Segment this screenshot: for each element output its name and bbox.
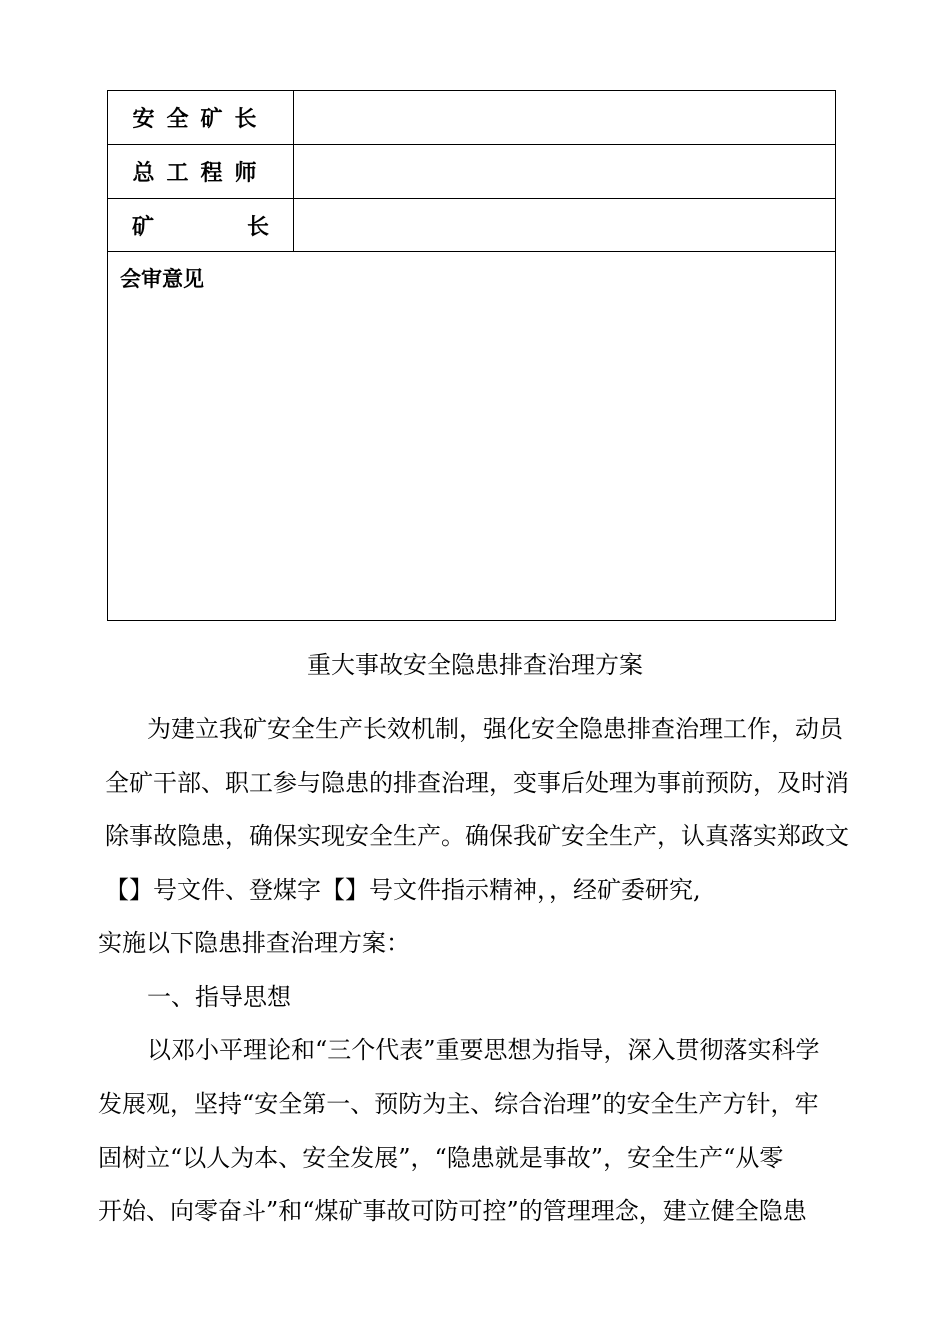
table-row bbox=[108, 91, 835, 145]
signature-field-safety-director[interactable] bbox=[294, 91, 835, 144]
signature-field-chief-engineer[interactable] bbox=[294, 145, 835, 198]
signature-field-mine-director[interactable] bbox=[294, 199, 835, 251]
row-label-safety-director bbox=[108, 91, 294, 144]
table-row bbox=[108, 145, 835, 199]
row-label-text: 安全矿长 bbox=[132, 107, 269, 132]
paragraph-line: 实施以下隐患排查治理方案： bbox=[98, 929, 410, 957]
signature-table bbox=[107, 90, 836, 621]
row-label-text-right: 长 bbox=[246, 214, 269, 240]
paragraph-line: 以邓小平理论和“三个代表”重要思想为指导，深入贯彻落实科学 bbox=[147, 1036, 820, 1064]
section-heading: 一、指导思想 bbox=[147, 983, 291, 1011]
paragraph-line: 为建立我矿安全生产长效机制，强化安全隐患排查治理工作，动员 bbox=[147, 715, 843, 743]
row-label-text-left: 矿 bbox=[132, 214, 155, 240]
paragraph-line: 固树立“以人为本、安全发展”，“隐患就是事故”，安全生产“从零 bbox=[98, 1144, 784, 1172]
paragraph-line: 【】号文件、登煤字【】号文件指示精神，，经矿委研究, bbox=[105, 876, 701, 904]
table-row bbox=[108, 199, 835, 252]
row-label-mine-director bbox=[108, 199, 294, 251]
paragraph-line: 发展观，坚持“安全第一、预防为主、综合治理”的安全生产方针，牢 bbox=[98, 1090, 819, 1118]
review-opinion-label: 会审意见 bbox=[120, 267, 204, 291]
paragraph-line: 开始、向零奋斗”和“煤矿事故可防可控”的管理理念，建立健全隐患 bbox=[98, 1197, 807, 1225]
document-title: 重大事故安全隐患排查治理方案 bbox=[307, 651, 643, 679]
row-label-chief-engineer bbox=[108, 145, 294, 198]
row-label-text: 总工程师 bbox=[132, 161, 269, 186]
review-opinion-area[interactable] bbox=[120, 296, 823, 610]
paragraph-line: 除事故隐患，确保实现安全生产。确保我矿安全生产，认真落实郑政文 bbox=[105, 822, 849, 850]
paragraph-line: 全矿干部、职工参与隐患的排查治理，变事后处理为事前预防，及时消 bbox=[105, 769, 849, 797]
